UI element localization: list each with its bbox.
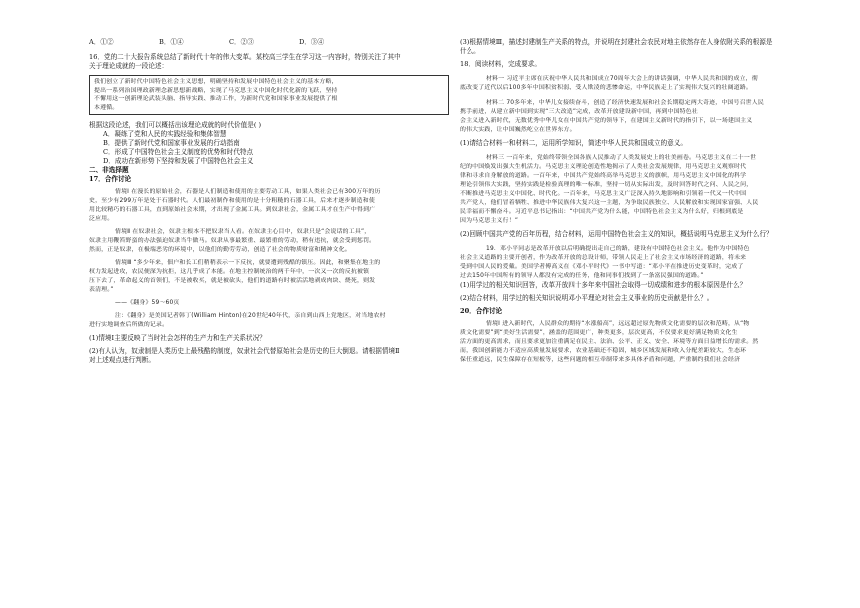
q19-question-1: (1)用学过的相关知识回答，改革开放四十多年来中国社会取得一切成绩和进步的根本原因是什么？	[460, 281, 747, 289]
quote-line: 我们创立了新时代中国特色社会主义思想，明确坚持和发展中国特色社会主义的基本方略，	[94, 79, 338, 85]
q16-quote-box	[89, 75, 449, 115]
quote-line: 本遵循。	[94, 104, 119, 111]
q16-option-b[interactable]: B．提供了新时代党和国家事业发展的行动指南	[103, 139, 240, 148]
q20-passage-line: 情境Ⅰ 进入新时代，人民群众的期待“水涨船高”，远远超过原先物质文化需要的层次和范畴，从“物	[486, 321, 750, 327]
material-3-line: 不断推进马克思主义中国化、时代化。一百年来，马克思主义广泛深入持久地影响和引领着一代又一代中国	[460, 191, 747, 197]
q17-passage-line: 情境Ⅱ 在奴隶社会，奴隶主根本不把奴隶当人看。在奴隶主心目中，奴隶只是“会说话的工具”，	[115, 229, 371, 236]
q18-question-2: (2)回顾中国共产党的百年历程，结合材料，运用中国特色社会主义的知识，概括说明马克思主义为什么行？	[460, 230, 773, 238]
q17-passage-line: 泛应用。	[89, 216, 114, 223]
q17-title: 17．合作讨论	[89, 175, 132, 184]
material-1-line: 底改变了近代以后100多年中国积贫积弱、受人欺凌的悲惨命运，中华民族走上了实现伟大复兴的壮阔道路。	[460, 85, 753, 91]
q17-passage-line: 表清理。”	[89, 287, 114, 294]
material-3-line: 纪的中国焕发出强大生机活力。马克思主义理论创造性地揭示了人类社会发展规律，用马克思主义观察时代	[460, 164, 747, 170]
q20-passage-line: 质文化需要”到“美好生活需要”，涵盖的范围更广，种类更多，层次更高，不仅要求更好满足物质文化生	[460, 330, 738, 336]
q17-passage-line: 用比较精巧的石器工具，直到原始社会末期，才出现了金属工具。到奴隶社会，金属工具才在生产中得到广	[89, 207, 376, 214]
q17-note-line: 进行实地调查后所做的记录。	[89, 322, 169, 329]
q17-passage-line: 情境Ⅰ 在漫长的原始社会，石器是人们制造和使用的主要劳动工具，如果人类社会已有300万年的历	[115, 189, 381, 196]
q20-title: 20．合作讨论	[460, 307, 503, 315]
q17-passage-line: 史，至少有299万年是处于石器时代。人们最初制作和使用的是十分粗糙的石器工具，后来才逐步制造和使	[89, 198, 375, 205]
material-1-line: 材料一 习近平主席在庆祝中华人民共和国成立70周年大会上的讲话强调，中华人民共和国的成立，彻	[486, 76, 758, 82]
choice-b[interactable]: B．①④	[159, 38, 184, 46]
material-2-line: 的伟大实践，让中国巍然屹立在世界东方。	[460, 127, 576, 133]
right-column	[460, 38, 825, 365]
material-3-line: 民幸福而不懈奋斗。习近平总书记指出：“中国共产党为什么能，中国特色社会主义为什么好，归根到底是	[460, 209, 744, 215]
q17-passage-line: 权力发起进攻，农民便深为抗拒，这几乎成了本能。在地主控制统治的两千年中，一次又一次的反抗被镇	[89, 269, 370, 276]
q18-title: 18．阅读材料，完成要求。	[460, 60, 541, 68]
q17-question-2: (2)有人认为，奴隶制是人类历史上最残酷的制度，奴隶社会代替原始社会是历史的巨大倒退。请根据情境Ⅱ	[89, 347, 400, 356]
material-3-line: 律和寻求自身解放的道路。一百年来，中国共产党始终高举马克思主义的旗帜，用马克思主义中国化的科学	[460, 173, 747, 179]
choice-a[interactable]: A．①②	[89, 38, 114, 46]
quote-line: 不懈用这一创新理论武装头脑、指导实践、推动工作，为新时代党和国家事业发展提供了根	[94, 96, 338, 103]
q16-option-c[interactable]: C．形成了中国特色社会主义制度的优势和时代特点	[103, 148, 254, 157]
q17-passage-line: 然而，正是奴隶，在极端恶劣的环境中，以他们的勤劳劳动，创造了社会的物质财富和精神文化。	[89, 247, 351, 254]
material-3-line: 共产党人，他们冒着牺牲、推进中华民族伟大复兴这一主题，为争取民族独立、人民解放和实现国家富强、人民	[460, 200, 759, 206]
q19-line: 过去150年中国所有的领导人都没有完成的任务，他和同事们找到了一条富民强国的道路。”	[460, 273, 704, 279]
q16-stem-line: 关于理论成就的一段论述：	[89, 62, 169, 70]
section-heading: 二、非选择题	[89, 166, 129, 175]
q20-passage-line: 而，我国创新能力不适应高质量发展要求，农业基础还不稳固，城乡区域发展和收入分配差距较大，生态环	[460, 348, 747, 354]
q16-option-d[interactable]: D．成功在新形势下坚持和发展了中国特色社会主义	[103, 157, 254, 166]
material-2-line: 携手前进，从建立新中国到实现“三大改造”完成，改革开放建设新中国，再到中国特色社	[460, 109, 698, 115]
choice-c[interactable]: C．②③	[229, 38, 254, 46]
q17-passage-line: 奴隶主用鞭笞野蛮的办法强迫奴隶当牛做马。奴隶从事最繁重、最繁重的劳动，稍有违抗，就会受到惩罚。	[89, 238, 376, 245]
material-3-line: 材料三 一百年来，党始终带领全国各族人民推动了人类发展史上的壮美画卷。马克思主义在二十一世	[486, 155, 757, 161]
q19-question-2: (2)结合材料，用学过的相关知识说明邓小平理论对社会主义事业的历史贡献是什么？。	[460, 294, 714, 302]
q15-choices	[89, 38, 449, 47]
q17-passage-line: 压下去了，革命起义的首领们，不是被收买，就是被砍头，他们的道路有时被活活地剥成肉块、烧死，则发	[89, 278, 376, 285]
q16-question: 根据这段论述，我们可以概括出该理论成就的时代价值是( )	[89, 121, 262, 130]
left-column	[89, 38, 449, 365]
q17-passage-line: 情境Ⅲ “多少年来，佃户和长工们稍稍表示一下反抗，就要遭到残酷的镇压。因此，和聚集在地主的	[115, 260, 381, 267]
material-3-line: 理论引领伟大实践，坚持实践是检验真理的唯一标准，坚持一切从实际出发，及时回答时代之问、人民之问，	[460, 182, 753, 188]
q17-question-2-cont: 对上述观点进行判断。	[89, 356, 155, 365]
quote-line: 提出一系列治国理政新理念新思想新战略，实现了马克思主义中国化时代化新的飞跃，坚持	[94, 87, 338, 94]
q20-passage-line: 保任重道远，民生保障存在短板等，这些问题的相互牵制带来多具体矛盾和问题，严重制约我们社会经济	[460, 357, 741, 363]
q19-line: 19．邓小平同志是改革开放以后明确提出走自己的路，建设有中国特色社会主义。他作为中国特色	[486, 246, 750, 252]
material-2-line: 会主义进入新时代，无数优秀中华儿女在中国共产党的领导下，在建国主义新时代的指引下，以一场建国主义	[460, 118, 753, 124]
q17-source: ——《翻身》59～60页	[115, 300, 180, 307]
q17-question-3: (3)根据情境Ⅲ，描述封建制生产关系的特点，并说明在封建社会农民对地主依然存在人身依附关系的根源是	[460, 38, 773, 46]
q16-stem-line: 16．党的二十大报告系统总结了新时代十年的伟大变革。某校高三学生在学习这一内容时，特别关注了其中	[89, 53, 401, 61]
material-2-line: 材料二 70多年来，中华儿女接续奋斗，创造了经济快速发展和社会长期稳定两大奇迹，中国号召世人民	[486, 100, 764, 106]
choice-d[interactable]: D．③④	[299, 38, 325, 46]
q17-note-line: 注：《翻身》是美国记者韩丁(William Hinton)在20世纪40年代，亲自到山西上党地区，对当地农村	[115, 313, 386, 320]
q18-question-1: (1)请结合材料一和材料二，运用所学知识，简述中华人民共和国成立的意义。	[460, 139, 687, 147]
q20-passage-line: 活方面的更高需求，而且要求更加注重满足在民主、法治、公平、正义、安全、环境等方面日益增长的需求。然	[460, 339, 759, 345]
q19-line: 受到中国人民的爱戴。美国学者傅高义在《邓小平时代》一书中写道：“邓小平在推进历史变革时，完成了	[460, 264, 744, 270]
q16-option-a[interactable]: A．凝练了党和人民的实践经验和集体智慧	[103, 130, 227, 139]
material-3-line: 因为马克思主义行！”	[460, 218, 519, 224]
q17-question-1: (1)情境Ⅰ主要反映了当时社会怎样的生产力和生产关系状况？	[89, 334, 266, 343]
q19-line: 社会主义道路的主要开创者，作为改革开放的总设计师，带领人民走上了社会主义市场经济的道路，将未来	[460, 255, 747, 261]
q17-question-3-cont: 什么。	[460, 47, 480, 55]
